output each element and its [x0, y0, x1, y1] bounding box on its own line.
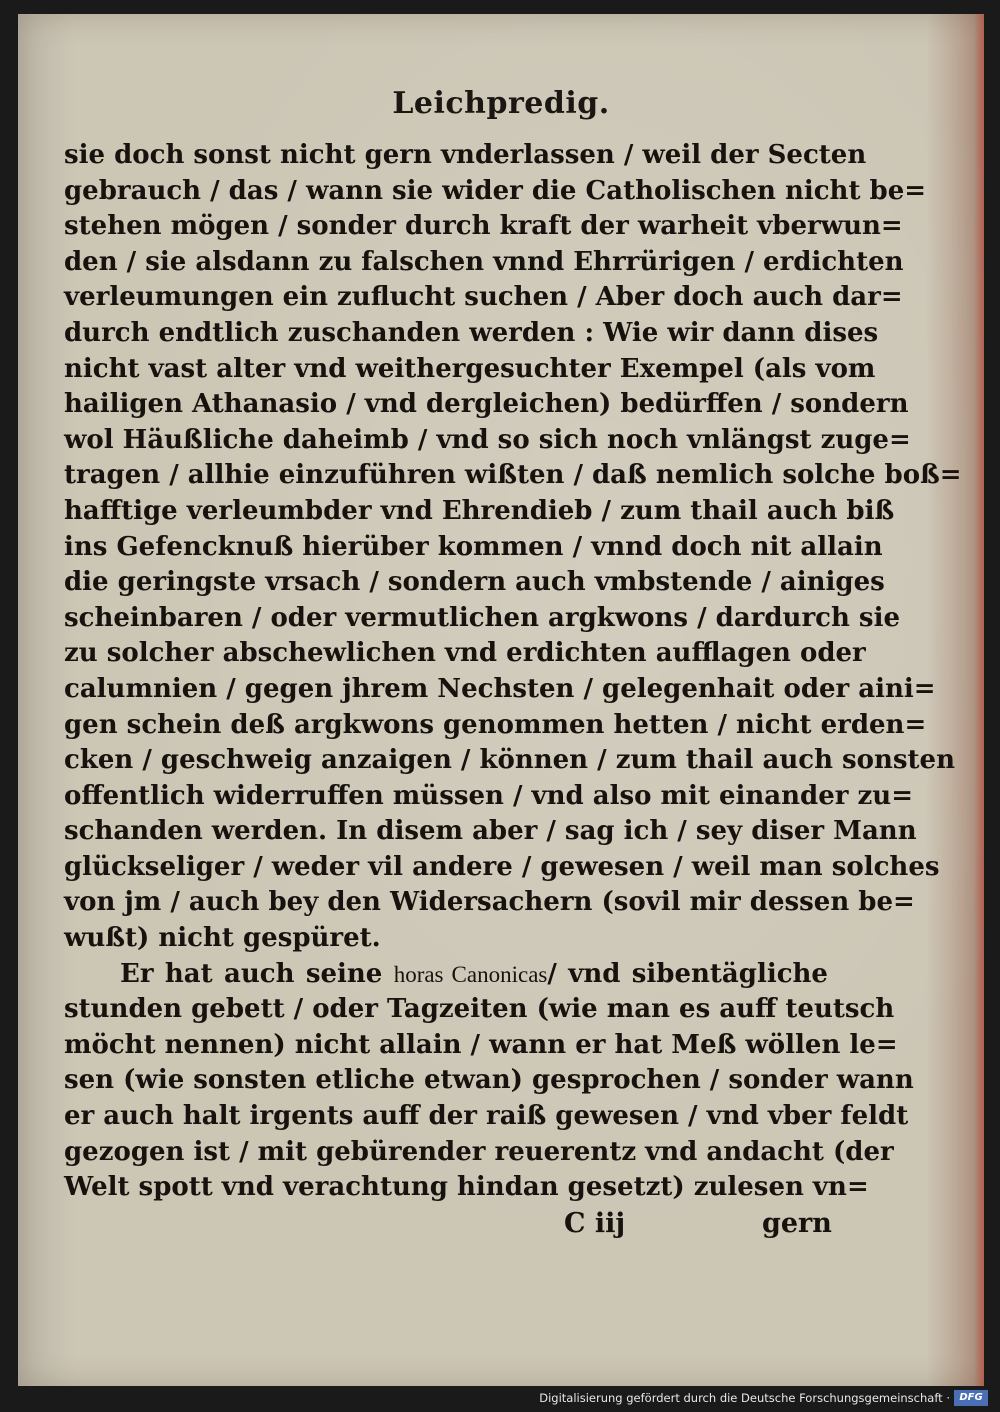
text-line: cken / geschweig anzaigen / können / zum thail auch sonsten	[64, 745, 955, 776]
signature-mark: C iij	[564, 1208, 626, 1239]
text-line: gen schein deß argkwons genommen hetten / nicht erden=	[64, 709, 927, 740]
text-line: stehen mögen / sonder durch kraft der warheit vberwun=	[64, 211, 903, 242]
text-line: sen (wie sonsten etliche etwan) gesprochen / sonder wann	[64, 1065, 914, 1096]
text-line: er auch halt irgents auff der raiß gewesen / vnd vber feldt	[64, 1101, 909, 1132]
text-line: glückseliger / weder vil andere / gewesen / weil man solches	[64, 851, 940, 882]
funding-credit: Digitalisierung gefördert durch die Deutsche Forschungsgemeinschaft ·	[539, 1391, 950, 1405]
text-line: wußt) nicht gespüret.	[64, 923, 381, 954]
page-foot	[18, 1208, 984, 1248]
text-line: Welt spott vnd verachtung hindan gesetzt) zulesen vn=	[64, 1172, 869, 1203]
text-line: nicht vast alter vnd weithergesuchter Exempel (als vom	[64, 353, 876, 384]
text-line: den / sie alsdann zu falschen vnnd Ehrrürigen / erdichten	[64, 246, 904, 277]
text-line: schanden werden. In disem aber / sag ich / sey diser Mann	[64, 816, 917, 847]
text-line: calumnien / gegen jhrem Nechsten / gelegenhait oder aini=	[64, 673, 936, 704]
text-line: durch endtlich zuschanden werden : Wie wir dann dises	[64, 317, 879, 348]
book-page	[18, 14, 984, 1386]
text-line: von jm / auch bey den Widersachern (sovil mir dessen be=	[64, 887, 915, 918]
body-text	[64, 138, 962, 1206]
text-line: hafftige verleumbder vnd Ehrendieb / zum thail auch biß	[64, 495, 895, 526]
text-line: tragen / allhie einzuführen wißten / daß nemlich solche boß=	[64, 460, 962, 491]
catchword: gern	[762, 1208, 832, 1239]
running-head: Leichpredig.	[392, 86, 610, 121]
text-run: Er hat auch seine	[120, 958, 383, 989]
text-line: verleumungen ein zuflucht suchen / Aber doch auch dar=	[64, 282, 903, 313]
text-line: gebrauch / das / wann sie wider die Catholischen nicht be=	[64, 175, 927, 206]
viewer-footer	[0, 1386, 1000, 1412]
text-line: scheinbaren / oder vermutlichen argkwons / dardurch sie	[64, 602, 900, 633]
text-line: ins Gefencknuß hierüber kommen / vnnd doch nit allain	[64, 531, 883, 562]
text-run: / vnd sibentägliche	[547, 958, 828, 989]
text-line: wol Häußliche daheimb / vnd so sich noch vnlängst zuge=	[64, 424, 911, 455]
dfg-logo: DFG	[954, 1390, 988, 1406]
red-page-edge	[974, 14, 984, 1386]
text-line: zu solcher abschewlichen vnd erdichten aufflagen oder	[64, 638, 866, 669]
text-line: die geringste vrsach / sondern auch vmbstende / ainiges	[64, 567, 885, 598]
text-line: stunden gebett / oder Tagzeiten (wie man es auff teutsch	[64, 994, 895, 1025]
latin-term: horas Canonicas	[393, 961, 548, 987]
text-line: hailigen Athanasio / vnd dergleichen) bedürffen / sondern	[64, 389, 909, 420]
paragraph-start-line	[64, 957, 828, 993]
text-line: offentlich widerruffen müssen / vnd also mit einander zu=	[64, 780, 913, 811]
text-line: sie doch sonst nicht gern vnderlassen / weil der Secten	[64, 140, 867, 170]
text-line: gezogen ist / mit gebürender reuerentz vnd andacht (der	[64, 1136, 894, 1167]
text-line: möcht nennen) nicht allain / wann er hat Meß wöllen le=	[64, 1029, 898, 1060]
